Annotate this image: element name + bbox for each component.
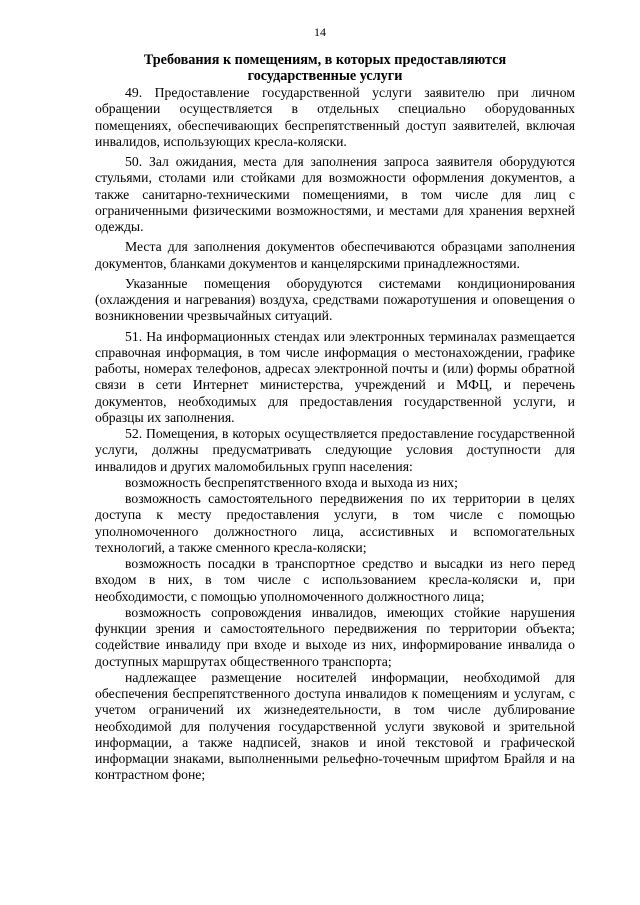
paragraph-49: 49. Предоставление государственной услуги заявителю при личном обращении осуществляется в отдельных специально оборудованных помещениях, обеспечивающих беспрепятственный доступ заявителей, включая инвалидов, использующих кресла-коляски. bbox=[95, 85, 575, 149]
section-heading bbox=[95, 52, 555, 84]
paragraph-50-equipment: Указанные помещения оборудуются системами кондиционирования (охлаждения и нагревания) воздуха, средствами пожаротушения и оповещения о возникновении чрезвычайных ситуаций. bbox=[95, 275, 575, 324]
section-heading-line-1: Требования к помещениям, в которых предоставляются bbox=[143, 52, 507, 68]
page-number: 14 bbox=[314, 25, 326, 39]
paragraph-52-item-movement: возможность самостоятельного передвижения по их территории в целях доступа к месту предоставления услуги, в том числе с помощью уполномоченного должностного лица, ассистивных и вспомогательных технологий, а также сменного кресла-коляски; bbox=[95, 491, 575, 555]
paragraph-51: 51. На информационных стендах или электронных терминалах размещается справочная информация, в том числе информация о местонахождении, графике работы, номерах телефонов, адресах электронной почты и (или) формы обратной связи в сети Интернет министерства, учреждений и МФЦ, и перечень документов, необходимых для предоставления государственной услуги, и образцы их заполнения. bbox=[95, 328, 575, 425]
paragraph-52-item-escort: возможность сопровождения инвалидов, имеющих стойкие нарушения функции зрения и самостоятельного передвижения по территории объекта; содействие инвалиду при входе и выходе из них, информирование инвалида о доступных маршрутах общественного транспорта; bbox=[95, 604, 575, 669]
paragraph-52-item-information: надлежащее размещение носителей информации, необходимой для обеспечения беспрепятственного доступа инвалидов к помещениям и услугам, с учетом ограничений их жизнедеятельности, в том числе дублирование необходимой для получения государственной услуги звуковой и зрительной информации, а также надписей, знаков и иной текстовой и графической информации знаками, выполненными рельефно-точечным шрифтом Брайля и на контрастном фоне; bbox=[95, 669, 575, 783]
paragraph-50-forms-places: Места для заполнения документов обеспечиваются образцами заполнения документов, бланками документов и канцелярскими принадлежностями. bbox=[95, 239, 575, 271]
paragraph-52: 52. Помещения, в которых осуществляется предоставление государственной услуги, должны предусматривать следующие условия доступности для инвалидов и других маломобильных групп населения: bbox=[95, 426, 575, 474]
section-heading-line-2: государственные услуги bbox=[247, 68, 403, 84]
document-body bbox=[95, 85, 575, 784]
paragraph-52-item-transport: возможность посадки в транспортное средство и высадки из него перед входом в них, в том числе с использованием кресла-коляски и, при необходимости, с помощью уполномоченного должностного лица; bbox=[95, 556, 575, 604]
paragraph-50: 50. Зал ожидания, места для заполнения запроса заявителя оборудуются стульями, столами или стойками для возможности оформления документов, а также санитарно-техническими помещениями, в том числе для лиц с ограниченными физическими возможностями, и местами для хранения верхней одежды. bbox=[95, 154, 575, 234]
paragraph-52-item-entry-exit: возможность беспрепятственного входа и выхода из них; bbox=[125, 474, 458, 490]
